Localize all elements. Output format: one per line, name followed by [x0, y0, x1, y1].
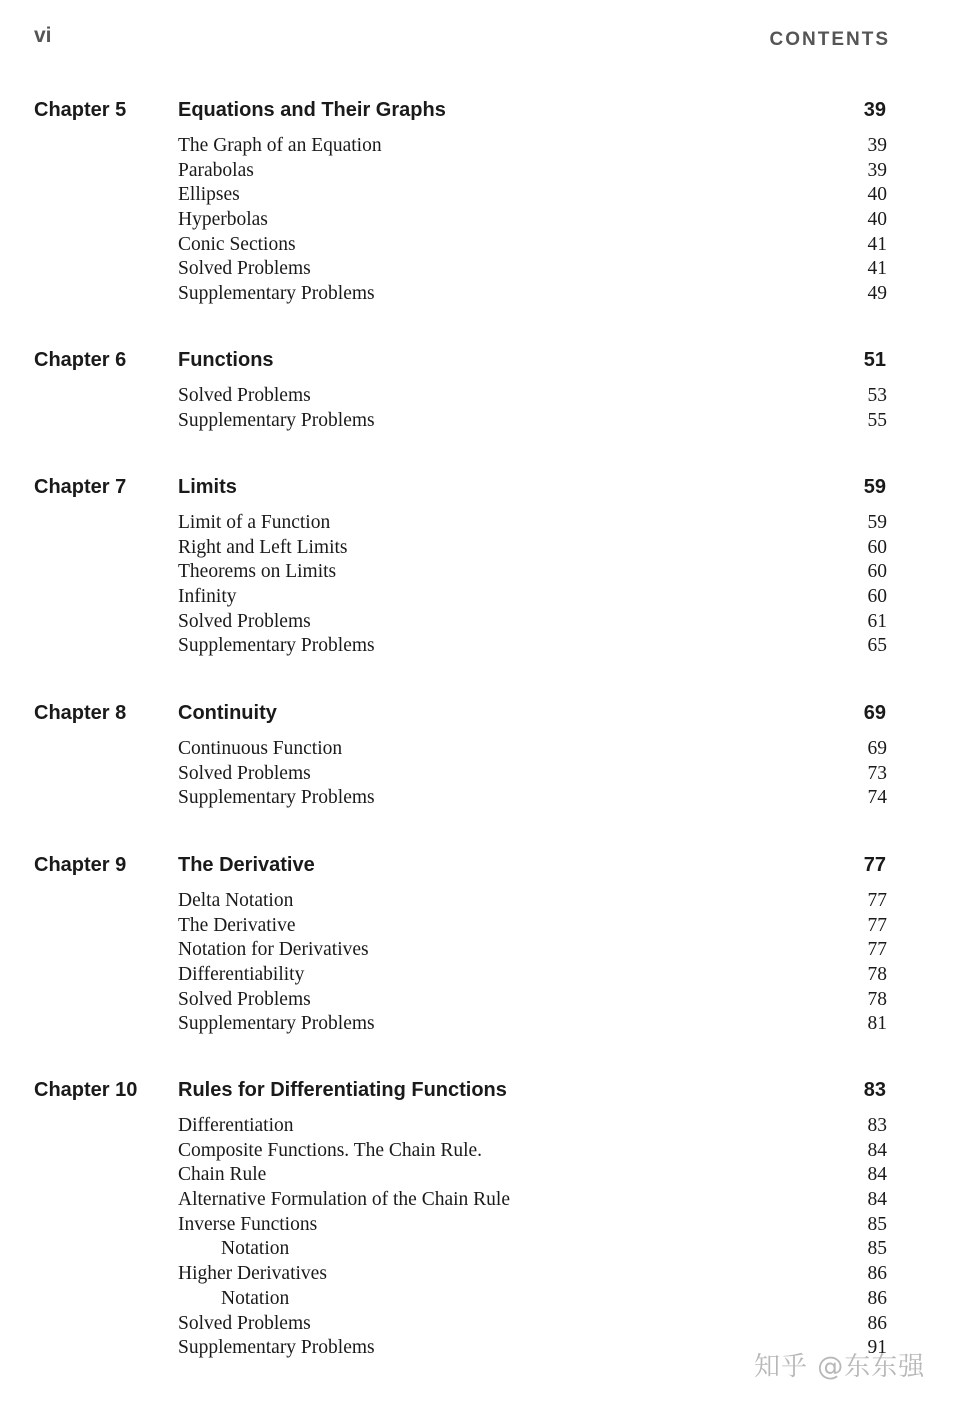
section-page-number: 60: [867, 536, 887, 558]
section-entry: [0, 511, 960, 536]
section-entry: [0, 159, 960, 184]
section-title: Higher Derivatives: [178, 1263, 327, 1285]
section-page-number: 83: [867, 1115, 887, 1136]
chapter-label: Chapter 9: [34, 854, 127, 876]
section-title: Notation for Derivatives: [178, 939, 369, 961]
section-list: [0, 384, 960, 433]
section-title: Supplementary Problems: [178, 787, 375, 809]
section-list: [0, 1114, 960, 1361]
section-page-number: 85: [867, 1213, 887, 1235]
section-title: The Graph of an Equation: [178, 135, 382, 156]
section-title: Continuous Function: [178, 738, 343, 759]
section-title: Solved Problems: [178, 762, 311, 784]
section-title: Chain Rule: [178, 1164, 267, 1186]
watermark: 知乎 @东东强: [754, 1352, 926, 1382]
section-title: Right and Left Limits: [178, 536, 348, 558]
chapter-page-number: 69: [863, 702, 886, 724]
running-head: CONTENTS: [769, 29, 890, 50]
section-title: Supplementary Problems: [178, 283, 375, 305]
chapter-heading: [0, 701, 960, 731]
section-entry: [0, 634, 960, 659]
section-page-number: 86: [867, 1312, 887, 1334]
section-page-number: 77: [867, 914, 887, 936]
chapter-page-number: 83: [863, 1079, 886, 1101]
section-entry: [0, 1188, 960, 1213]
chapter-page-number: 59: [863, 476, 886, 498]
section-page-number: 60: [867, 561, 887, 583]
chapter-entry: [0, 1078, 960, 1361]
section-entry: [0, 208, 960, 233]
section-list: [0, 737, 960, 811]
section-title: Notation: [221, 1287, 290, 1309]
section-page-number: 91: [867, 1337, 887, 1359]
chapter-heading: [0, 98, 960, 128]
section-page-number: 49: [867, 283, 887, 305]
section-entry: [0, 585, 960, 610]
section-entry: [0, 282, 960, 307]
section-page-number: 78: [867, 988, 887, 1010]
section-page-number: 61: [867, 610, 887, 632]
section-entry: [0, 183, 960, 208]
section-entry: [0, 1163, 960, 1188]
section-list: [0, 511, 960, 659]
section-title: Infinity: [178, 586, 237, 608]
section-page-number: 73: [867, 762, 887, 784]
section-page-number: 69: [867, 738, 887, 759]
section-list: [0, 134, 960, 307]
section-page-number: 41: [867, 233, 887, 255]
page-number: vi: [34, 24, 52, 47]
chapter-label: Chapter 5: [34, 99, 127, 121]
section-title: Notation: [221, 1238, 290, 1260]
section-entry: [0, 1262, 960, 1287]
section-page-number: 85: [867, 1238, 887, 1260]
section-page-number: 86: [867, 1287, 887, 1309]
section-page-number: 74: [867, 787, 887, 809]
chapter-entry: [0, 348, 960, 433]
section-page-number: 84: [867, 1164, 887, 1186]
section-title: Delta Notation: [178, 890, 294, 911]
section-entry: [0, 914, 960, 939]
section-list: [0, 889, 960, 1037]
section-title: Solved Problems: [178, 988, 311, 1010]
section-page-number: 65: [867, 635, 887, 657]
section-entry: [0, 988, 960, 1013]
chapter-heading: [0, 348, 960, 378]
section-page-number: 55: [867, 409, 887, 431]
chapter-entry: [0, 98, 960, 307]
section-title: Hyperbolas: [178, 209, 268, 231]
section-entry: [0, 963, 960, 988]
section-page-number: 39: [867, 159, 887, 181]
section-entry: [0, 536, 960, 561]
chapter-label: Chapter 7: [34, 476, 127, 498]
section-title: Solved Problems: [178, 1312, 311, 1334]
section-page-number: 84: [867, 1139, 887, 1161]
section-page-number: 40: [867, 209, 887, 231]
chapter-title: Limits: [178, 476, 237, 498]
chapter-title: Functions: [178, 349, 274, 371]
section-page-number: 39: [867, 135, 887, 156]
section-title: Supplementary Problems: [178, 1013, 375, 1035]
chapter-title: Continuity: [178, 702, 277, 724]
section-page-number: 86: [867, 1263, 887, 1285]
section-entry: [0, 786, 960, 811]
section-title: Differentiation: [178, 1115, 294, 1136]
section-entry: [0, 257, 960, 282]
chapter-title: The Derivative: [178, 854, 315, 876]
section-page-number: 77: [867, 890, 887, 911]
section-entry: [0, 1139, 960, 1164]
chapter-title: Equations and Their Graphs: [178, 99, 446, 121]
section-entry: [0, 1012, 960, 1037]
section-title: Solved Problems: [178, 385, 311, 406]
section-title: The Derivative: [178, 914, 296, 936]
chapter-entry: [0, 853, 960, 1037]
chapter-page-number: 77: [863, 854, 886, 876]
section-entry: [0, 1287, 960, 1312]
section-title: Ellipses: [178, 184, 240, 206]
section-title: Limit of a Function: [178, 512, 331, 533]
chapter-entry: [0, 475, 960, 659]
section-title: Conic Sections: [178, 233, 296, 255]
section-entry: [0, 409, 960, 434]
section-page-number: 60: [867, 586, 887, 608]
chapter-label: Chapter 8: [34, 702, 127, 724]
chapter-label: Chapter 10: [34, 1079, 138, 1101]
chapter-label: Chapter 6: [34, 349, 127, 371]
section-entry: [0, 1213, 960, 1238]
section-entry: [0, 384, 960, 409]
section-entry: [0, 1237, 960, 1262]
section-title: Supplementary Problems: [178, 409, 375, 431]
chapter-title: Rules for Differentiating Functions: [178, 1079, 507, 1101]
section-page-number: 78: [867, 964, 887, 986]
section-entry: [0, 1114, 960, 1139]
section-entry: [0, 737, 960, 762]
section-title: Parabolas: [178, 159, 254, 181]
section-entry: [0, 762, 960, 787]
section-entry: [0, 938, 960, 963]
section-title: Differentiability: [178, 964, 305, 986]
section-page-number: 81: [867, 1013, 887, 1035]
section-page-number: 41: [867, 258, 887, 280]
section-entry: [0, 1312, 960, 1337]
section-title: Theorems on Limits: [178, 561, 337, 583]
chapter-heading: [0, 475, 960, 505]
section-entry: [0, 610, 960, 635]
section-title: Supplementary Problems: [178, 1337, 375, 1359]
section-entry: [0, 889, 960, 914]
section-page-number: 77: [867, 939, 887, 961]
section-title: Composite Functions. The Chain Rule.: [178, 1139, 483, 1161]
section-title: Solved Problems: [178, 610, 311, 632]
chapter-page-number: 39: [863, 99, 886, 121]
chapter-heading: [0, 1078, 960, 1108]
chapter-heading: [0, 853, 960, 883]
section-title: Solved Problems: [178, 258, 311, 280]
section-entry: [0, 134, 960, 159]
section-page-number: 40: [867, 184, 887, 206]
section-page-number: 53: [867, 385, 887, 406]
section-title: Supplementary Problems: [178, 635, 375, 657]
section-title: Inverse Functions: [178, 1213, 318, 1235]
section-page-number: 84: [867, 1189, 887, 1211]
chapter-page-number: 51: [863, 349, 886, 371]
section-title: Alternative Formulation of the Chain Rule: [178, 1189, 510, 1211]
chapter-entry: [0, 701, 960, 811]
section-entry: [0, 233, 960, 258]
section-page-number: 59: [867, 512, 887, 533]
section-entry: [0, 560, 960, 585]
